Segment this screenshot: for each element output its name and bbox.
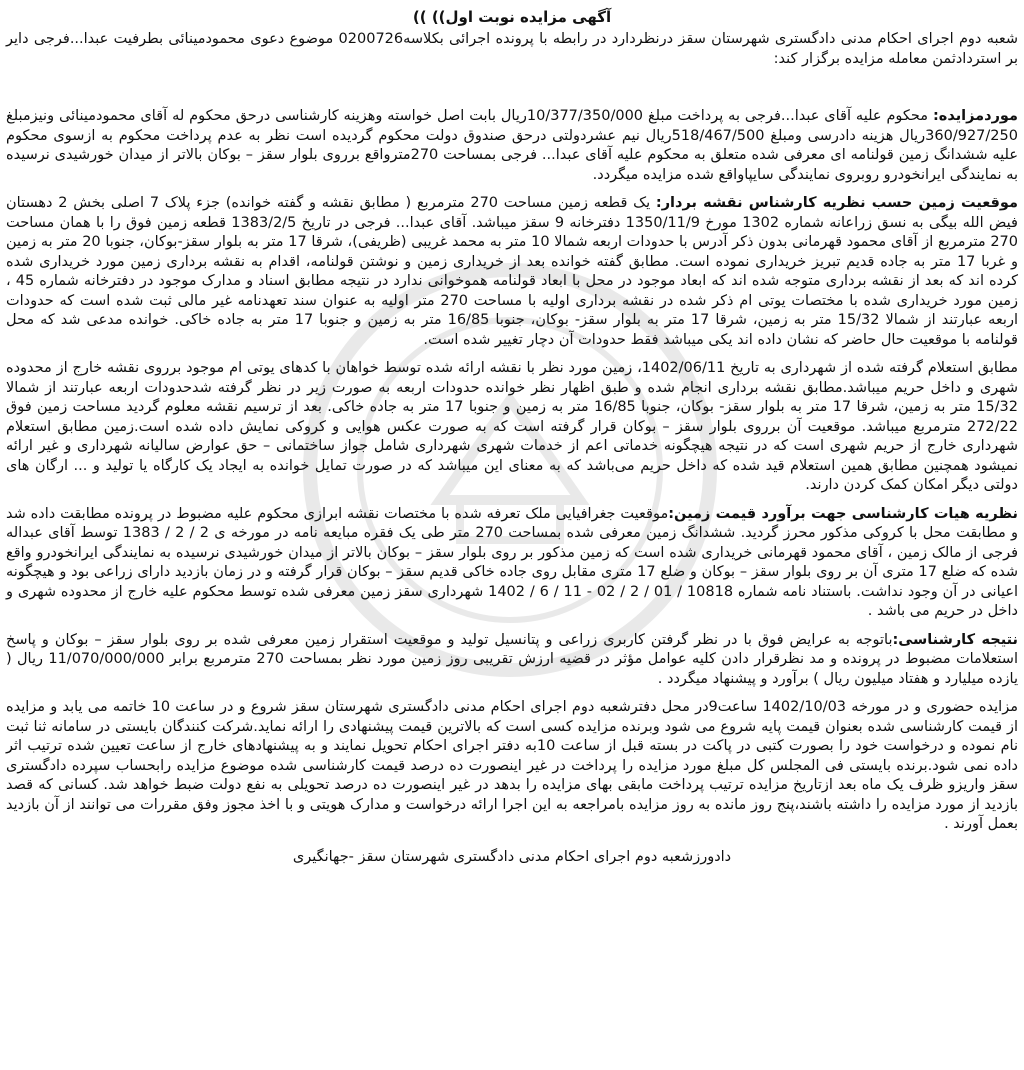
surveyor-opinion-heading: موقعیت زمین حسب نظریه کارشناس نقشه بردار: xyxy=(655,195,1018,211)
intro-paragraph: شعبه دوم اجرای احکام مدنی دادگستری شهرستان سقز درنظردارد در رابطه با پرونده اجرائی بکلاسه0200726 موضوع دعوی محمودمینائی بطرفیت عبدا...فرجی دایر بر استرداد‌ثمن معامله مزایده برگزار کند: xyxy=(6,31,1018,67)
auction-subject-paragraph xyxy=(6,107,1018,185)
auction-terms-paragraph xyxy=(6,698,1018,835)
municipality-inquiry-text: مطابق استعلام گرفته شده از شهرداری به تاریخ 1402/06/11، زمین مورد نظر با نقشه ارائه شده توسط خواهان با کدهای یوتی ام موجود برروی نقشه خارج از محدوده شهری و داخل حریم میباشد.مطابق نقشه برداری انجام شده و طبق اظهار نظر خوانده حدودات اربعه به صورت زیر در نظر گرفته شدحدودات اربعه عبارتند از شمالا 15/32 متر به زمین، شرقا 17 متر به بلوار سقز- بوکان، جنوبا 16/85 متر به زمین و جنوبا 17 متر به جاده خاکی. بعد از ترسیم نقشه معلوم گردید مساحت زمین فوق 272/22 مترمربع میباشد. موقعیت آن برروی بلوار سقز – بوکان قرار گرفته است که به صورت عکس هوایی و کروکی نمایش داده شده است.زمین مطابق استعلام شهرداری خارج از حریم شهری است که در نتیجه هیچگونه خدماتی اعم از خدمات شهری شهرداری شامل جواز ساختمانی – حق عوارض سالیانه شهرداری و غیر ارائه نمیشود همچنین مطابق همین استعلام قید شده که داخل حریم می‌باشد که به معنای این میباشد که در صورت تمایل خوانده به ایجاد یک کارگاه یا تولید و ... ارگان های دولتی دیگر امکان کمک کردن دارند. xyxy=(6,360,1018,493)
auction-subject-text: محکوم علیه آقای عبدا...فرجی به پرداخت مبلغ 10/377/350/000ریال بابت اصل خواسته وهزینه کارشناسی درحق محکوم له آقای محمودمینائی ونیزمبلغ 360/927/250ریال هزینه دادرسی ومبلغ 518/467/500ریال نیم عشردولتی درحق صندوق دولت محکوم گردیده است نظر به عدم پرداخت محکوم به ازسوی محکوم علیه ششدانگ زمین قولنامه ای معرفی شده متعلق به محکوم علیه آقای عبدا... فرجی بمساحت 270مترواقع برروی بلوار سقز – بوکان بالاتر از میدان خورشیدی نرسیده به نمایندگی ایرانخودرو روبروی نمایندگی سایپاواقع شده مزایده میگردد. xyxy=(6,108,1018,183)
expert-panel-paragraph xyxy=(6,505,1018,622)
auction-notice xyxy=(6,4,1018,865)
expert-result-heading: نتیجه کارشناسی: xyxy=(892,631,1018,648)
expert-panel-heading: نظریه هیات کارشناسی جهت برآورد قیمت زمین: xyxy=(668,505,1018,522)
expert-panel-text: موقعیت جغرافیایی ملک تعرفه شده با مختصات نقشه ابرازی محکوم علیه مضبوط در پرونده مطابقت داده شد و مطابقت محل با کروکی مذکور محرز گردید. ششدانگ زمین معرفی شده بمساحت 270 متر طی یک فقره مبایعه نامه در مورخه ی 2 / 2 / 1383 توسط آقای عبداله فرجی از مالک زمین ، آقای محمود قهرمانی خریداری شده است که زمین مذکور بر روی بلوار سقز – بوکان بالاتر از میدان خورشیدی نرسیده به نمایندگی ایرانخودرو واقع شده که ضلع 17 متری آن بر روی بلوار سقز – بوکان و ضلع 17 متری مقابل روی جاده خاکی قدیم سقز – بوکان قرار گرفته و در زمان بازدید دارای زراعی بود و هیچگونه اعیانی در آن وجود نداشت. باستناد نامه شماره 10818 / 01 / 2 / 02 - 11 / 6 / 1402 شهرداری سقز زمین معرفی شده توسط محکوم علیه خارج از محدوده شهری و داخل در حریم می باشد . xyxy=(6,505,1019,619)
auction-subject-heading: موردمزایده: xyxy=(932,108,1018,124)
signature-line: دادورزشعبه دوم اجرای احکام مدنی دادگستری شهرستان سقز -جهانگیری xyxy=(292,848,732,865)
surveyor-opinion-paragraph xyxy=(6,194,1018,350)
expert-result-text: باتوجه به عرایض فوق با در نظر گرفتن کاربری زراعی و پتانسیل تولید و موقعیت استقرار زمین معرفی شده بر روی بلوار سقز – بوکان و پاسخ استعلامات مضبوط در پرونده و مد نظرقرار دادن کلیه عوامل مؤثر در قضیه ارزش تقریبی روز زمین مورد نظر بمساحت 270 مترمربع برابر 11/070/000/000 ریال ( یازده میلیارد و هفتاد میلیون ریال ) برآورد و پیشنهاد میگردد . xyxy=(6,631,1018,687)
notice-title: آگهی مزایده نوبت اول)) )) xyxy=(412,8,612,26)
surveyor-opinion-text: یک قطعه زمین مساحت 270 مترمربع ( مطابق نقشه و گفته خوانده) جزء پلاک 7 اصلی بخش 2 دهستان فیض الله بیگی به نسق زراعانه شماره 1302 مورخ 1350/11/9 دفترخانه 9 سقز میباشد. آقای عبدا... فرجی در تاریخ 1383/2/5 قطعه زمین فوق را با همان مساحت 270 مترمربع از آقای محمود قهرمانی بدون ذکر آدرس با حدودات اربعه شمالا 10 متر به محمد غریبی (ظریفی)، شرقا 17 متر به بلوار سقز-بوکان، جنوبا 20 متر به زمین و غربا 17 متر به جاده قدیم تبریز خریداری نموده است. مطابق گفته خوانده بعد از خریداری زمین و نوشتن قولنامه، اقدام به نقشه برداری زمین مورد خریداری شده کرده اند که بعد از نقشه برداری متوجه شده اند که ابعاد موجود در محل با ابعاد قولنامه هموخوانی ندارد در نتیجه مطابق اسناد و مدارک موجود در دفترخانه شماره 45 ، زمین مورد خریداری شده با مختصات یوتی ام ذکر شده در نقشه برداری اولیه با مساحت 270 متر اولیه به عنوان سند تعهدنامه غیر مالی ثبت شده است که حدودات اربعه عبارتند از شمالا 15/32 متر به زمین، شرقا 17 متر به بلوار سقز- بوکان، جنوبا 16/85 متر به زمین و جنوبا 17 متر به جاده خاکی. خوانده مدعی شد که محل قولنامه با موقعیت حال حاضر که نشان داده اند یکی میباشد فقط حدودات آن دچار تغییر شده است. xyxy=(6,195,1018,348)
auction-terms-text: مزایده حضوری و در مورخه 1402/10/03 ساعت9در محل دفترشعبه دوم اجرای احکام مدنی دادگستری شهرستان سقز شروع و در ساعت 10 خاتمه می یابد و مزایده از قیمت کارشناسی شده بعنوان قیمت پایه شروع می شود وبرنده مزایده کسی است که بالاترین قیمت پیشنهادی را ارائه نماید.شرکت کنندگان بایستی در سامانه ثنا ثبت نام نموده و درخواست خود را بصورت کتبی در پاکت در بسته قبل از ساعت 10به دفتر اجرای احکام تحویل نمایند و به پیشنهادهای خارج از ساعت تعیین شده ترتیب اثر داده نمی شود.برنده بایستی فی المجلس کل مبلغ مورد مزایده را پرداخت در غیر اینصورت ده درصد قیمت کارشناسی شده موضوع مزایده رابحساب سپرده دادگستری سقز واریزو ظرف یک ماه بعد ازتاریخ مزایده ترتیب پرداخت مابقی بهای مزایده را بدهد در غیر اینصورت ده درصد تحویلی به نفع دولت ضبط خواهد شد. کسانی که قصد بازدید از مورد مزایده را داشته باشند،پنج روز مانده به روز مزایده بامراجعه به این اجرا ارائه درخواست و مدارک هویتی و با اخذ مجوز وفق مقررات می توانند از آن بازدید بعمل آورند . xyxy=(6,699,1018,832)
municipality-inquiry-paragraph xyxy=(6,359,1018,496)
expert-result-paragraph xyxy=(6,631,1018,690)
